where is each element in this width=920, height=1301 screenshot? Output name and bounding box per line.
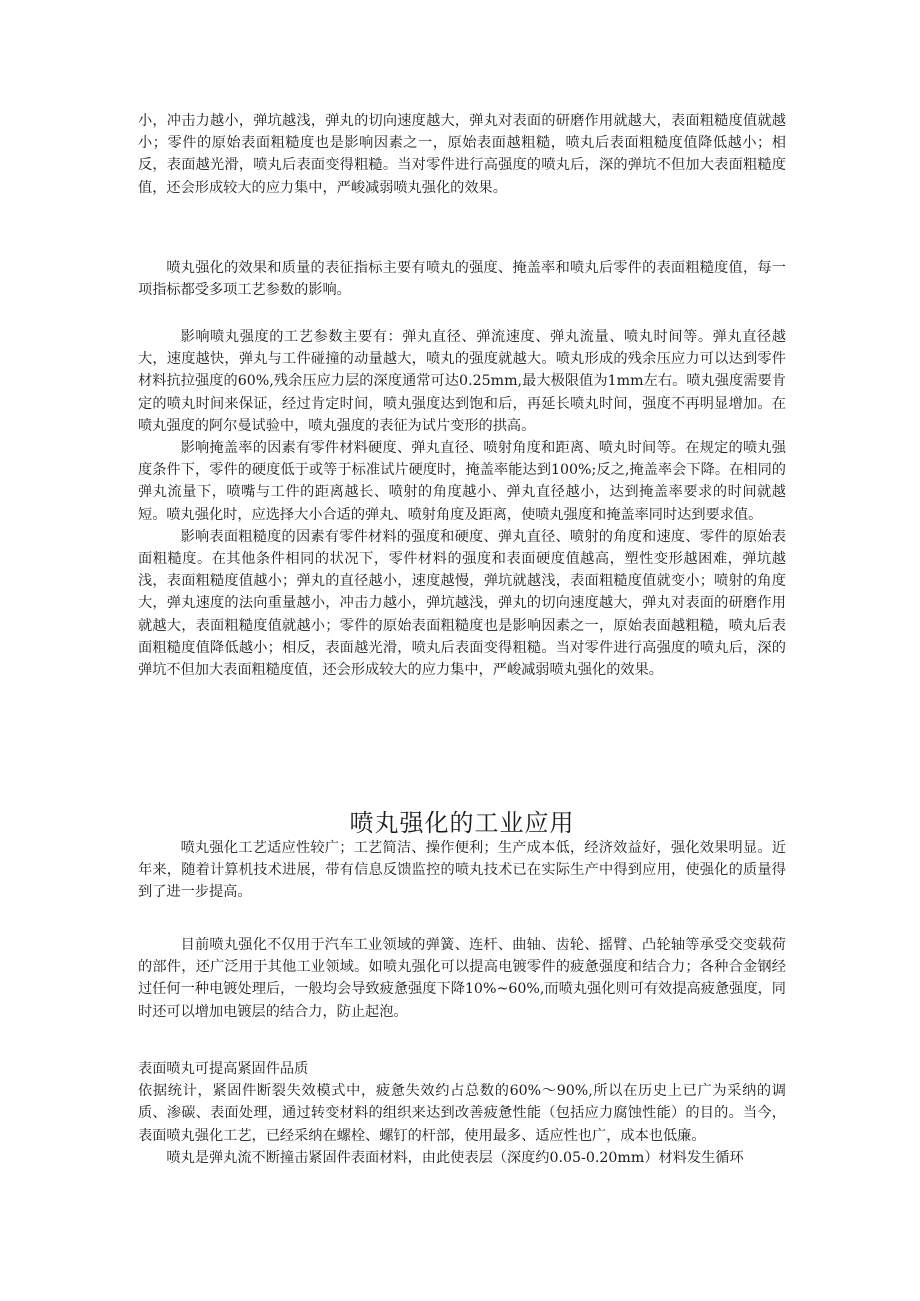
paragraph-shot-intensity: 影响喷丸强度的工艺参数主要有：弹丸直径、弹流速度、弹丸流量、喷丸时间等。弹丸直径越大，速度越快，弹丸与工件碰撞的动量越大，喷丸的强度就越大。喷丸形成的残余压应力可以达到零件材料抗拉强度的60%,残余压应力层的深度通常可达0.25mm,最大极限值为1mm左右。喷丸强度需要肯定的喷丸时间来保证，经过肯定时间，喷丸强度达到饱和后，再延长喷丸时间，强度不再明显增加。在喷丸强度的阿尔曼试验中，喷丸强度的表征为试片变形的拱高。 [138, 329, 786, 434]
usage-paragraph [138, 934, 786, 1023]
last-paragraph: 喷丸是弹丸流不断撞击紧固件表面材料，由此使表层（深度约0.05-0.20mm）材料发生循环 [166, 1149, 744, 1166]
paragraph-text: 喷丸强化的效果和质量的表征指标主要有喷丸的强度、掩盖率和喷丸后零件的表面粗糙度值，每一项指标都受多项工艺参数的影响。 [138, 260, 786, 299]
fastener-section [138, 1058, 786, 1169]
fastener-heading: 表面喷丸可提高紧固件品质 [138, 1061, 309, 1077]
fastener-paragraph: 依据统计，紧固件断裂失效模式中，疲惫失效约占总数的60%～90%,所以在历史上已广为采纳的调质、渗碳、表面处理，通过转变材料的组织来达到改善疲惫性能（包括应力腐蚀性能）的目的。当今，表面喷丸强化工艺，已经采纳在螺栓、螺钉的杆部，使用最多、适应性也广，成本也低廉。 [138, 1083, 786, 1144]
paragraph-text: 目前喷丸强化不仅用于汽车工业领域的弹簧、连杆、曲轴、齿轮、摇臂、凸轮轴等承受交变载荷的部件，还广泛用于其他工业领域。如喷丸强化可以提高电镀零件的疲惫强度和结合力；各种合金钢经过任何一种电镀处理后，一般均会导致疲惫强度下降10%~60%,而喷丸强化则可有效提高疲惫强度，同时还可以增加电镀层的结合力，防止起泡。 [138, 937, 786, 1020]
paragraph-coverage: 影响掩盖率的因素有零件材料硬度、弹丸直径、喷射角度和距离、喷丸时间等。在规定的喷丸强度条件下，零件的硬度低于或等于标准试片硬度时，掩盖率能达到100%;反之,掩盖率会下降。在相同的弹丸流量下，喷嘴与工件的距离越长、喷射的角度越小、弹丸直径越小，达到掩盖率要求的时间就越短。喷丸强化时，应选择大小合适的弹丸、喷射角度及距离，使喷丸强度和掩盖率同时达到要求值。 [138, 440, 786, 523]
paragraph-text: 喷丸强化工艺适应性较广；工艺简洁、操作便利；生产成本低，经济效益好，强化效果明显。近年来，随着计算机技术进展，带有信息反馈监控的喷丸技术已在实际生产中得到应用，使强化的质量得到了进一步提高。 [138, 840, 786, 901]
section-title: 喷丸强化的工业应用 [349, 809, 575, 838]
process-parameters-section [138, 326, 786, 681]
paragraph-text: 小，冲击力越小，弹坑越浅，弹丸的切向速度越大，弹丸对表面的研磨作用就越大，表面粗糙度值就越小；零件的原始表面粗糙度也是影响因素之一，原始表面越粗糙，喷丸后表面粗糙度值降低越小；相反，表面越光滑，喷丸后表面变得粗糙。当对零件进行高强度的喷丸后，深的弹坑不但加大表面粗糙度值，还会形成较大的应力集中，严峻减弱喷丸强化的效果。 [138, 113, 786, 196]
continued-paragraph [138, 110, 786, 199]
paragraph-roughness: 影响表面粗糙度的因素有零件材料的强度和硬度、弹丸直径、喷射的角度和速度、零件的原始表面粗糙度。在其他条件相同的状况下，零件材料的强度和表面硬度值越高，塑性变形越困难，弹坑越浅，表面粗糙度值越小；弹丸的直径越小，速度越慢，弹坑就越浅，表面粗糙度值就变小；喷射的角度大，弹丸速度的法向重量越小，冲击力越小，弹坑越浅，弹丸的切向速度越大，弹丸对表面的研磨作用就越大，表面粗糙度值就越小；零件的原始表面粗糙度也是影响因素之一，原始表面越粗糙，喷丸后表面粗糙度值降低越小；相反，表面越光滑，喷丸后表面变得粗糙。当对零件进行高强度的喷丸后，深的弹坑不但加大表面粗糙度值，还会形成较大的应力集中，严峻减弱喷丸强化的效果。 [138, 528, 786, 679]
application-paragraph [138, 837, 786, 904]
indicators-paragraph [138, 257, 786, 301]
